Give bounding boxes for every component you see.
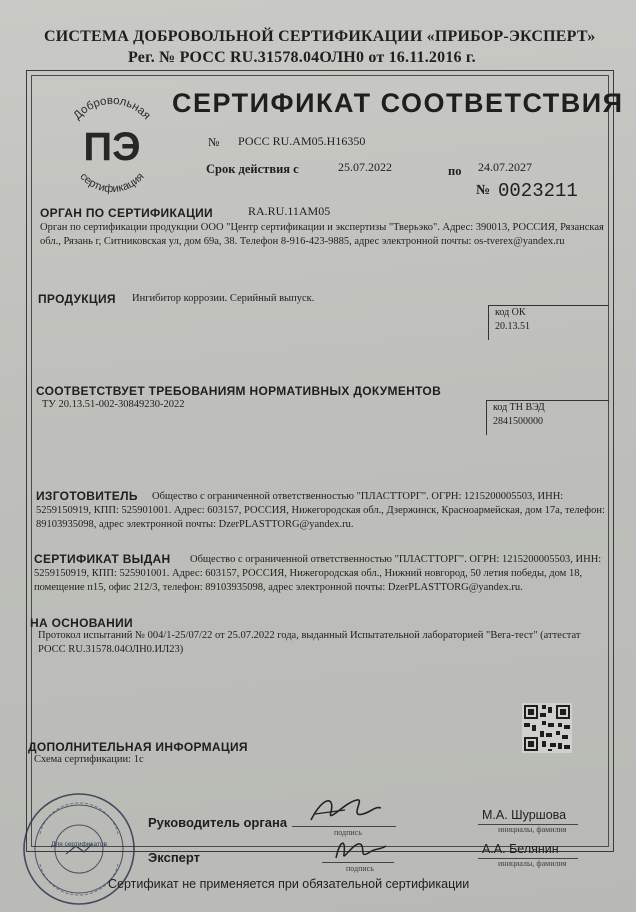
- head-name: М.А. Шуршова: [482, 808, 567, 822]
- cert-number: РОСС RU.АМ05.Н16350: [238, 134, 366, 148]
- page-title: СЕРТИФИКАТ СООТВЕТСТВИЯ: [172, 88, 624, 118]
- okp-code-label: код ОК: [495, 307, 526, 318]
- additional-info-label: ДОПОЛНИТЕЛЬНАЯ ИНФОРМАЦИЯ: [28, 740, 248, 754]
- expert-sign-line: [322, 862, 394, 863]
- system-header-line2: Рег. № РОСС RU.31578.04ОЛН0 от 16.11.2016 г.: [128, 49, 476, 66]
- basis-text: Протокол испытаний № 004/1-25/07/22 от 25.07.2022 года, выданный Испытательной лабораторией "Вега-тест" (аттестат РОСС RU.31578.04ОЛН0.ИЛ23): [38, 630, 581, 655]
- logo: [56, 88, 168, 200]
- pe-logo-icon: [56, 88, 168, 200]
- tnved-code-value: 2841500000: [493, 416, 543, 427]
- expert-label: Эксперт: [148, 850, 201, 865]
- additional-info-text: Схема сертификации: 1с: [34, 754, 144, 765]
- tnved-code-label: код ТН ВЭД: [493, 402, 545, 413]
- okp-code-box: [488, 305, 609, 340]
- head-name-caption: инициалы, фамилия: [498, 825, 567, 834]
- compliance-label: СООТВЕТСТВУЕТ ТРЕБОВАНИЯМ НОРМАТИВНЫХ ДОКУМЕНТОВ: [36, 384, 442, 398]
- organ-label: ОРГАН ПО СЕРТИФИКАЦИИ: [40, 206, 213, 220]
- organ-code: RA.RU.11АМ05: [248, 204, 331, 218]
- expert-sign-caption: подпись: [346, 864, 374, 873]
- issued-to-text: Общество с ограниченной ответственностью "ПЛАСТТОРГ". ОГРН: 1215200005503, ИНН: 5259150919, КПП: 525901001. Адрес: 603157, РОССИЯ, Нижегородская обл., Нижний новгород, 50 летия победы, дом 18, помещение п15, офис 212/3, телефон: 89103935098, адрес электронной почты: DzerPLASTTORG@yandex.ru.: [34, 554, 602, 593]
- product-text: Ингибитор коррозии. Серийный выпуск.: [132, 293, 315, 304]
- cert-number-label: №: [208, 135, 220, 149]
- issued-to-label: СЕРТИФИКАТ ВЫДАН: [34, 552, 171, 566]
- stamp-center-text: Для сертификатов: [51, 841, 107, 848]
- svg-text:Добровольная: [71, 95, 152, 122]
- compliance-text: ТУ 20.13.51-002-30849230-2022: [42, 399, 185, 410]
- qr-code-icon: [522, 703, 572, 753]
- manufacturer-label: ИЗГОТОВИТЕЛЬ: [36, 489, 138, 503]
- validity-label: Срок действия с: [206, 162, 299, 176]
- expert-name: А.А. Белянин: [482, 842, 559, 856]
- expert-signature-icon: [330, 832, 390, 866]
- tnved-code-box: [486, 400, 609, 435]
- manufacturer-text: Общество с ограниченной ответственностью "ПЛАСТТОРГ". ОГРН: 1215200005503, ИНН: 5259150919, КПП: 525901001. Адрес: 603157, РОССИЯ, Нижегородская обл., Дзержинск, Красноармейская, дом 17а, телефон: 89103935098, адрес электронной почты: DzerPLASTTORG@yandex.ru.: [36, 491, 605, 530]
- system-header-line1: СИСТЕМА ДОБРОВОЛЬНОЙ СЕРТИФИКАЦИИ «ПРИБОР-ЭКСПЕРТ»: [44, 28, 596, 45]
- basis-label: НА ОСНОВАНИИ: [30, 616, 133, 630]
- logo-text-top: Добровольная: [71, 94, 153, 123]
- footer-note: Сертификат не применяется при обязательной сертификации: [108, 877, 470, 891]
- expert-name-caption: инициалы, фамилия: [498, 859, 567, 868]
- logo-mark: ПЭ: [83, 125, 141, 169]
- blank-number-label: №: [476, 183, 491, 198]
- okp-code-value: 20.13.51: [495, 321, 530, 332]
- head-sign-caption: подпись: [334, 828, 362, 837]
- logo-text-bottom: сертификация: [77, 170, 147, 196]
- head-label: Руководитель органа: [148, 815, 288, 830]
- svg-text:сертификация: [77, 171, 146, 196]
- head-sign-line: [292, 826, 396, 827]
- organ-text: Орган по сертификации продукции ООО "Центр сертификации и экспертизы "Тверьэко". Адрес: 390013, РОССИЯ, Рязанская обл., Рязань г, Ситниковская ул, дом 69а, 38. Телефон 8-916-423-9885, адрес электронной почты: os-tverex@yandex.ru: [40, 222, 604, 247]
- valid-from: 25.07.2022: [338, 160, 392, 174]
- head-signature-icon: [305, 792, 385, 828]
- valid-to: 24.07.2027: [478, 160, 532, 174]
- product-label: ПРОДУКЦИЯ: [38, 292, 116, 306]
- blank-number: 0023211: [498, 180, 578, 202]
- to-label: по: [448, 164, 462, 178]
